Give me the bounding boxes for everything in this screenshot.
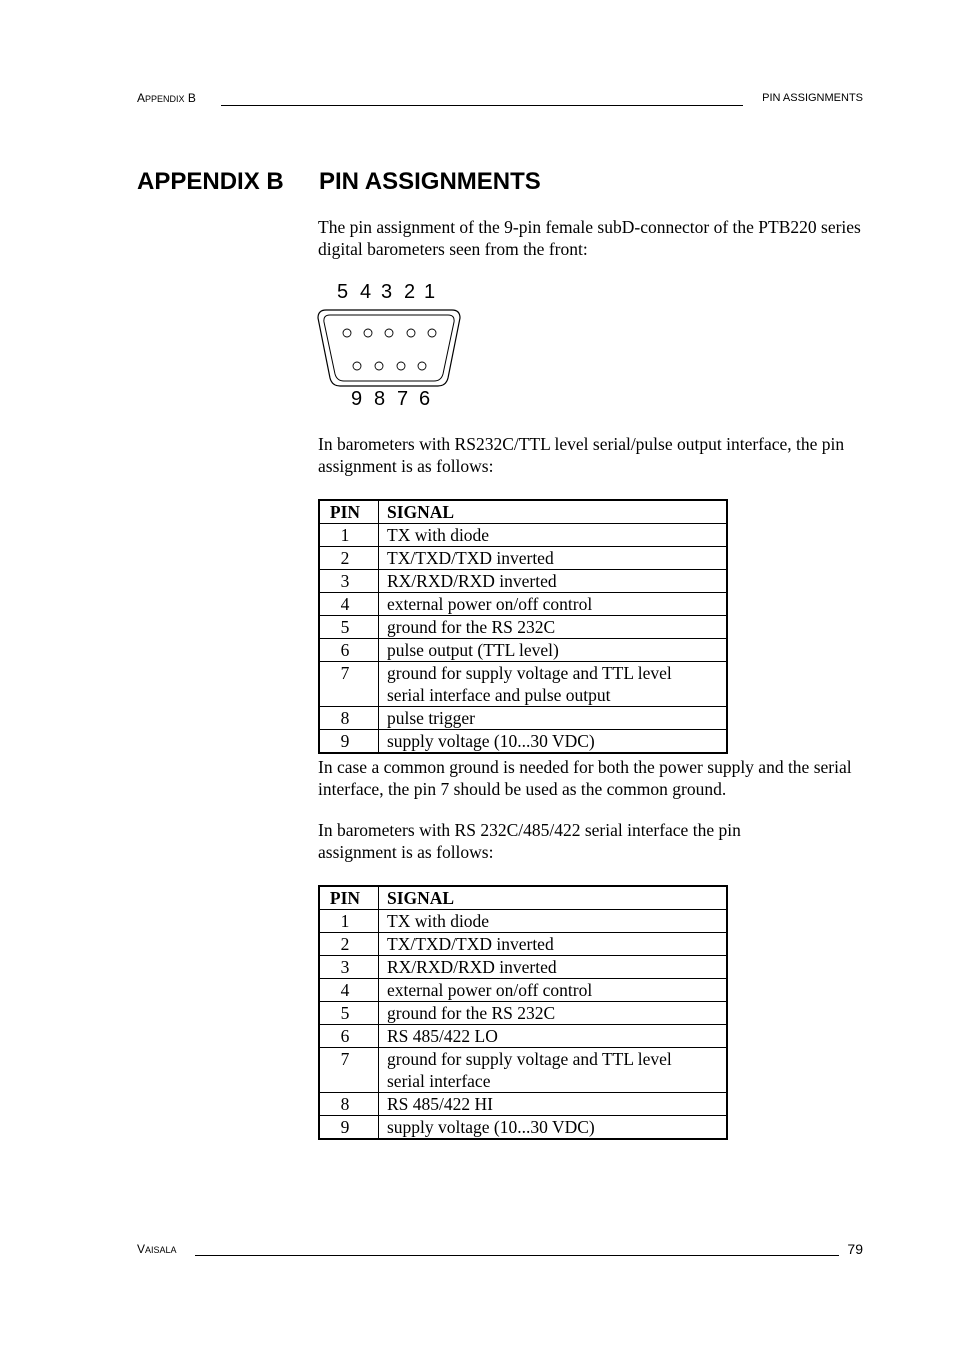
pin-number: 2 bbox=[319, 933, 379, 956]
pin-signal: TX/TXD/TXD inverted bbox=[379, 547, 728, 570]
appendix-title: PIN ASSIGNMENTS bbox=[319, 168, 541, 195]
table-row bbox=[319, 593, 727, 616]
pin-label: 4 bbox=[360, 281, 372, 303]
pin-number: 1 bbox=[319, 524, 379, 547]
pin-hole bbox=[375, 362, 383, 370]
pin-number: 6 bbox=[319, 639, 379, 662]
column-header-pin: PIN bbox=[319, 886, 379, 910]
pin-table-rs232c-485-422 bbox=[318, 885, 728, 1140]
pin-number: 9 bbox=[319, 1116, 379, 1140]
pin-signal: pulse trigger bbox=[379, 707, 728, 730]
table-row bbox=[319, 639, 727, 662]
footer-rule bbox=[195, 1255, 839, 1256]
pin-number: 8 bbox=[319, 707, 379, 730]
table-header-row bbox=[319, 500, 727, 524]
table-row bbox=[319, 956, 727, 979]
table-row bbox=[319, 1002, 727, 1025]
connector-bottom-pin-labels bbox=[318, 388, 468, 414]
table-row bbox=[319, 1093, 727, 1116]
pin-signal: RX/RXD/RXD inverted bbox=[379, 570, 728, 593]
pin-label: 2 bbox=[404, 281, 416, 303]
pin-hole bbox=[353, 362, 361, 370]
pin-signal: RX/RXD/RXD inverted bbox=[379, 956, 728, 979]
pin-label: 5 bbox=[337, 281, 349, 303]
connector-outer-shell bbox=[318, 310, 460, 386]
connector-inner-shell bbox=[324, 315, 454, 381]
subd-connector-diagram bbox=[316, 308, 462, 388]
table-row bbox=[319, 707, 727, 730]
pin-number: 1 bbox=[319, 910, 379, 933]
pin-signal: ground for the RS 232C bbox=[379, 1002, 728, 1025]
pin-label: 1 bbox=[424, 281, 436, 303]
pin-signal: RS 485/422 HI bbox=[379, 1093, 728, 1116]
pin-hole bbox=[343, 329, 351, 337]
table-row bbox=[319, 933, 727, 956]
pin-signal: ground for supply voltage and TTL level serial interface bbox=[379, 1048, 728, 1093]
pin-signal: ground for the RS 232C bbox=[379, 616, 728, 639]
table-row bbox=[319, 547, 727, 570]
pin-hole bbox=[428, 329, 436, 337]
header-rule bbox=[221, 105, 743, 106]
pin-label: 8 bbox=[374, 388, 386, 410]
pin-number: 9 bbox=[319, 730, 379, 754]
pin-number: 5 bbox=[319, 1002, 379, 1025]
pin-number: 6 bbox=[319, 1025, 379, 1048]
pin-signal: supply voltage (10...30 VDC) bbox=[379, 730, 728, 754]
pin-hole bbox=[418, 362, 426, 370]
intro-paragraph: The pin assignment of the 9-pin female subD-connector of the PTB220 series digital barometers seen from the front: bbox=[318, 217, 861, 259]
pin-signal: external power on/off control bbox=[379, 979, 728, 1002]
table-row bbox=[319, 1116, 727, 1140]
table-row bbox=[319, 1025, 727, 1048]
pin-number: 4 bbox=[319, 979, 379, 1002]
table-row bbox=[319, 910, 727, 933]
section2-intro: In barometers with RS 232C/485/422 serial interface the pin assignment is as follows: bbox=[318, 820, 741, 862]
header-left: APPENDIX B bbox=[137, 91, 196, 105]
footer-company: VAISALA bbox=[137, 1242, 177, 1256]
table-header-row bbox=[319, 886, 727, 910]
pin-number: 5 bbox=[319, 616, 379, 639]
pin-signal: supply voltage (10...30 VDC) bbox=[379, 1116, 728, 1140]
pin-signal: TX with diode bbox=[379, 524, 728, 547]
appendix-number: APPENDIX B bbox=[137, 168, 284, 195]
section1-intro: In barometers with RS232C/TTL level serial/pulse output interface, the pin assignment is as follows: bbox=[318, 434, 845, 476]
column-header-pin: PIN bbox=[319, 500, 379, 524]
table-row bbox=[319, 1048, 727, 1093]
pin-signal: RS 485/422 LO bbox=[379, 1025, 728, 1048]
running-header bbox=[137, 91, 863, 109]
header-right: PIN ASSIGNMENTS bbox=[762, 92, 863, 104]
table-row bbox=[319, 730, 727, 754]
pin-hole bbox=[385, 329, 393, 337]
pin-number: 7 bbox=[319, 1048, 379, 1093]
running-footer bbox=[137, 1241, 863, 1259]
section1-note: In case a common ground is needed for both the power supply and the serial interface, the pin 7 should be used as the common ground. bbox=[318, 757, 852, 799]
pin-signal: TX/TXD/TXD inverted bbox=[379, 933, 728, 956]
pin-label: 3 bbox=[381, 281, 393, 303]
pin-signal: TX with diode bbox=[379, 910, 728, 933]
table-row bbox=[319, 616, 727, 639]
pin-signal: ground for supply voltage and TTL level serial interface and pulse output bbox=[379, 662, 728, 707]
pin-number: 3 bbox=[319, 570, 379, 593]
pin-number: 3 bbox=[319, 956, 379, 979]
pin-number: 2 bbox=[319, 547, 379, 570]
pin-hole bbox=[397, 362, 405, 370]
table-row bbox=[319, 570, 727, 593]
pin-number: 7 bbox=[319, 662, 379, 707]
table-row bbox=[319, 524, 727, 547]
pin-hole bbox=[364, 329, 372, 337]
column-header-signal: SIGNAL bbox=[379, 886, 728, 910]
page-title bbox=[137, 168, 541, 196]
pin-signal: pulse output (TTL level) bbox=[379, 639, 728, 662]
page-number: 79 bbox=[847, 1241, 863, 1257]
pin-label: 9 bbox=[351, 388, 363, 410]
pin-number: 8 bbox=[319, 1093, 379, 1116]
pin-number: 4 bbox=[319, 593, 379, 616]
pin-hole bbox=[407, 329, 415, 337]
pin-label: 7 bbox=[397, 388, 409, 410]
connector-top-pin-labels bbox=[318, 281, 468, 307]
pin-table-rs232c-ttl bbox=[318, 499, 728, 754]
pin-label: 6 bbox=[419, 388, 431, 410]
pin-signal: external power on/off control bbox=[379, 593, 728, 616]
table-row bbox=[319, 979, 727, 1002]
table-row bbox=[319, 662, 727, 707]
column-header-signal: SIGNAL bbox=[379, 500, 728, 524]
